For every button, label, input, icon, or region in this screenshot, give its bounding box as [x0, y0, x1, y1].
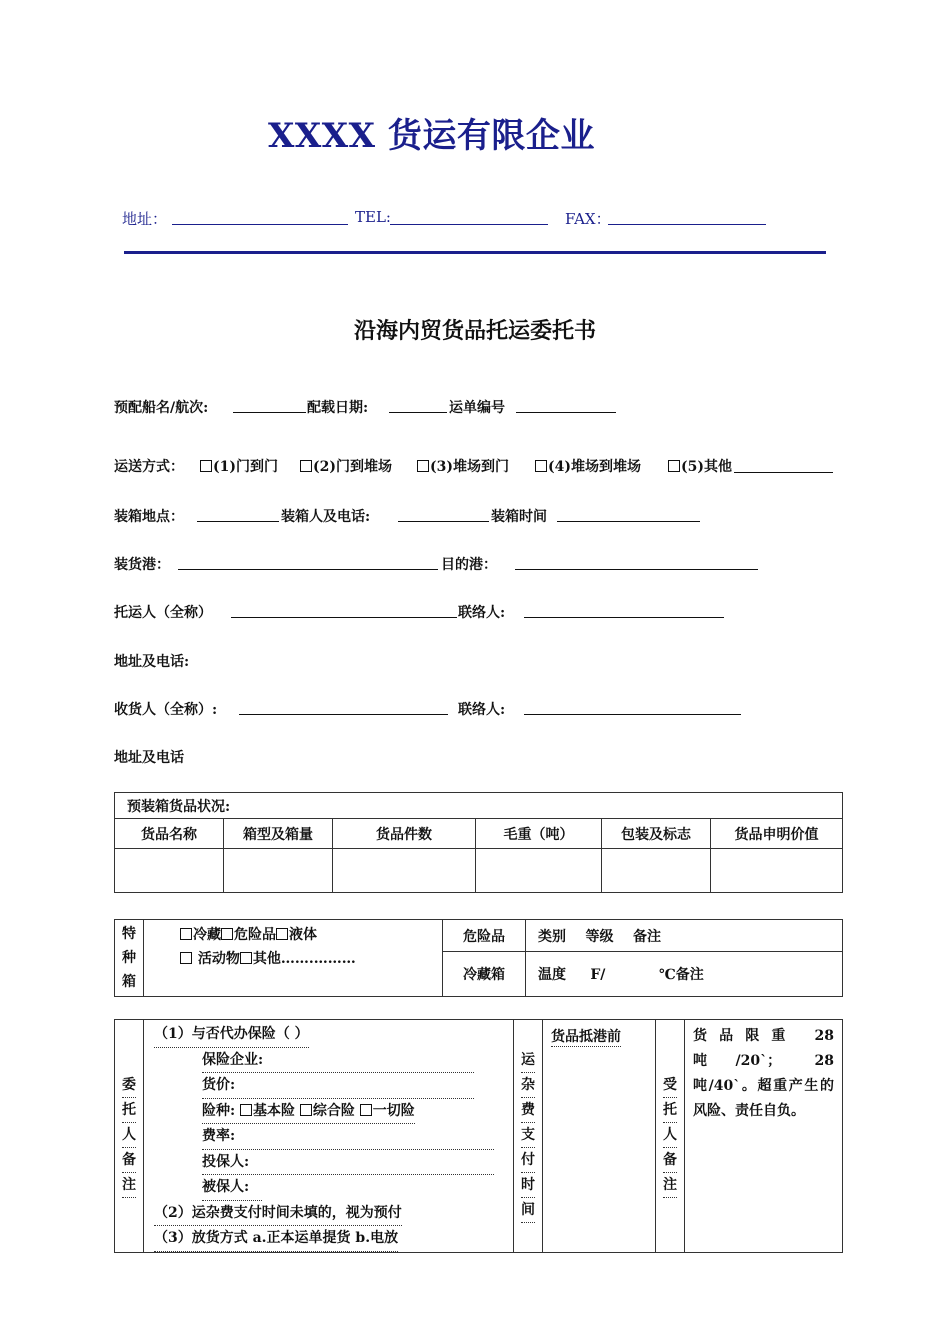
consignee-label: 收货人（全称）:: [114, 702, 218, 718]
checkbox-icon: [535, 460, 547, 472]
value-field[interactable]: 货价:: [202, 1073, 474, 1099]
load-port-label: 装货港：: [114, 557, 170, 573]
header-cell: 箱型及箱量: [224, 819, 333, 849]
reefer-fields[interactable]: 温度 F/ ℃备注: [526, 952, 843, 997]
packing-time-label: 装箱时间: [491, 509, 547, 525]
special-options: [144, 920, 443, 997]
entry-cell[interactable]: [115, 849, 224, 893]
waybill-field[interactable]: [516, 412, 616, 413]
packing-place-label: 装箱地点：: [114, 509, 184, 525]
load-date-field[interactable]: [389, 412, 447, 413]
reefer-label: 冷藏箱: [443, 952, 526, 997]
transport-option-2[interactable]: (2)门到堆场: [300, 456, 392, 476]
company-title: XXXX 货运有限企业: [268, 116, 595, 156]
checkbox-icon: [276, 928, 288, 940]
shipper-field[interactable]: [231, 617, 457, 618]
header-cell: 货品件数: [333, 819, 476, 849]
fee-time-label: 运 杂 费 支 付 时 间: [514, 1020, 543, 1253]
packer-field[interactable]: [398, 521, 489, 522]
transport-label: 运送方式：: [114, 459, 184, 475]
entry-cell[interactable]: [711, 849, 843, 893]
header-cell: 包装及标志: [602, 819, 711, 849]
cargo-table-title-row: [115, 793, 843, 819]
checkbox-icon: [240, 952, 252, 964]
insurance-question[interactable]: （1）与否代办保险（ ）: [154, 1022, 309, 1048]
contact2-field[interactable]: [524, 714, 741, 715]
waybill-label: 运单编号: [449, 400, 505, 416]
transport-option-1[interactable]: (1)门到门: [200, 456, 278, 476]
packing-place-field[interactable]: [197, 521, 279, 522]
reefer-option[interactable]: 冷藏: [180, 927, 221, 943]
ship-label: 预配船名/航次:: [114, 400, 209, 416]
checkbox-icon: [180, 952, 192, 964]
checkbox-icon: [200, 460, 212, 472]
packer-label: 装箱人及电话:: [281, 509, 371, 525]
document-title: 沿海内贸货品托运委托书: [353, 318, 596, 344]
rate-field[interactable]: 费率:: [202, 1124, 494, 1150]
insured-by-field[interactable]: 投保人:: [202, 1150, 494, 1176]
dest-port-label: 目的港：: [441, 557, 497, 573]
transport-option-3[interactable]: (3)堆场到门: [417, 456, 509, 476]
consignee-remarks: 货品限重 28 吨/20`； 28 吨/40`。超重产生的风险、责任自负。: [685, 1020, 843, 1253]
payment-note: （2）运杂费支付时间未填的，视为预付: [154, 1201, 402, 1227]
dangerous-fields[interactable]: 类别 等级 备注: [526, 920, 843, 952]
cargo-table: [114, 792, 843, 893]
entry-cell[interactable]: [602, 849, 711, 893]
entry-cell[interactable]: [224, 849, 333, 893]
consignee-field[interactable]: [239, 714, 448, 715]
transport-option-5[interactable]: (5)其他: [668, 456, 732, 476]
transport-option-4[interactable]: (4)堆场到堆场: [535, 456, 641, 476]
insurance-type[interactable]: 险种: 基本险 综合险 一切险: [202, 1099, 415, 1125]
fax-label: FAX：: [565, 210, 611, 228]
dest-port-field[interactable]: [515, 569, 758, 570]
tel-field[interactable]: [390, 224, 548, 225]
fax-field[interactable]: [608, 224, 766, 225]
cargo-header-row: [115, 819, 843, 849]
entry-cell[interactable]: [476, 849, 602, 893]
transport-other-field[interactable]: [734, 472, 833, 473]
insured-field[interactable]: 被保人:: [202, 1175, 262, 1201]
checkbox-icon: [300, 1104, 312, 1116]
checkbox-icon: [360, 1104, 372, 1116]
cargo-entry-row: [115, 849, 843, 893]
checkbox-icon: [221, 928, 233, 940]
tel-label: TEL:: [355, 208, 391, 226]
dangerous-label: 危险品: [443, 920, 526, 952]
load-port-field[interactable]: [178, 569, 438, 570]
other-option[interactable]: 其他…….………: [240, 951, 356, 967]
checkbox-icon: [417, 460, 429, 472]
packing-time-field[interactable]: [557, 521, 700, 522]
contact1-field[interactable]: [524, 617, 724, 618]
header-cell: 毛重（吨）: [476, 819, 602, 849]
header-rule: [124, 251, 826, 254]
load-date-label: 配载日期:: [307, 400, 369, 416]
special-container-table: [114, 919, 843, 997]
release-note: （3）放货方式 a.正本运单提货 b.电放: [154, 1226, 398, 1252]
liquid-option[interactable]: 液体: [276, 927, 317, 943]
consignee-address-label: 地址及电话: [114, 750, 184, 766]
dangerous-option[interactable]: 危险品: [221, 927, 276, 943]
remarks-table: [114, 1019, 843, 1253]
contact2-label: 联络人:: [458, 702, 506, 718]
address-label: 地址：: [122, 210, 168, 228]
contact1-label: 联络人:: [458, 605, 506, 621]
consignee-remarks-label: 受 托 人 备 注: [656, 1020, 685, 1253]
checkbox-icon: [668, 460, 680, 472]
consignor-remarks-label: 委 托 人 备 注: [115, 1020, 144, 1253]
address-field[interactable]: [172, 224, 348, 225]
header-cell: 货品申明价值: [711, 819, 843, 849]
live-animal-option[interactable]: 活动物: [180, 951, 240, 967]
checkbox-icon: [300, 460, 312, 472]
shipper-address-label: 地址及电话:: [114, 654, 190, 670]
cargo-table-title: 预装箱货品状况:: [115, 793, 843, 819]
fee-time-value[interactable]: 货品抵港前: [543, 1020, 656, 1253]
checkbox-icon: [180, 928, 192, 940]
entry-cell[interactable]: [333, 849, 476, 893]
shipper-label: 托运人（全称）: [114, 605, 212, 621]
special-label: 特 种 箱: [115, 920, 144, 997]
ship-field[interactable]: [233, 412, 306, 413]
insurer-field[interactable]: 保险企业:: [202, 1048, 474, 1074]
header-cell: 货品名称: [115, 819, 224, 849]
checkbox-icon: [240, 1104, 252, 1116]
consignor-remarks: [144, 1020, 514, 1253]
